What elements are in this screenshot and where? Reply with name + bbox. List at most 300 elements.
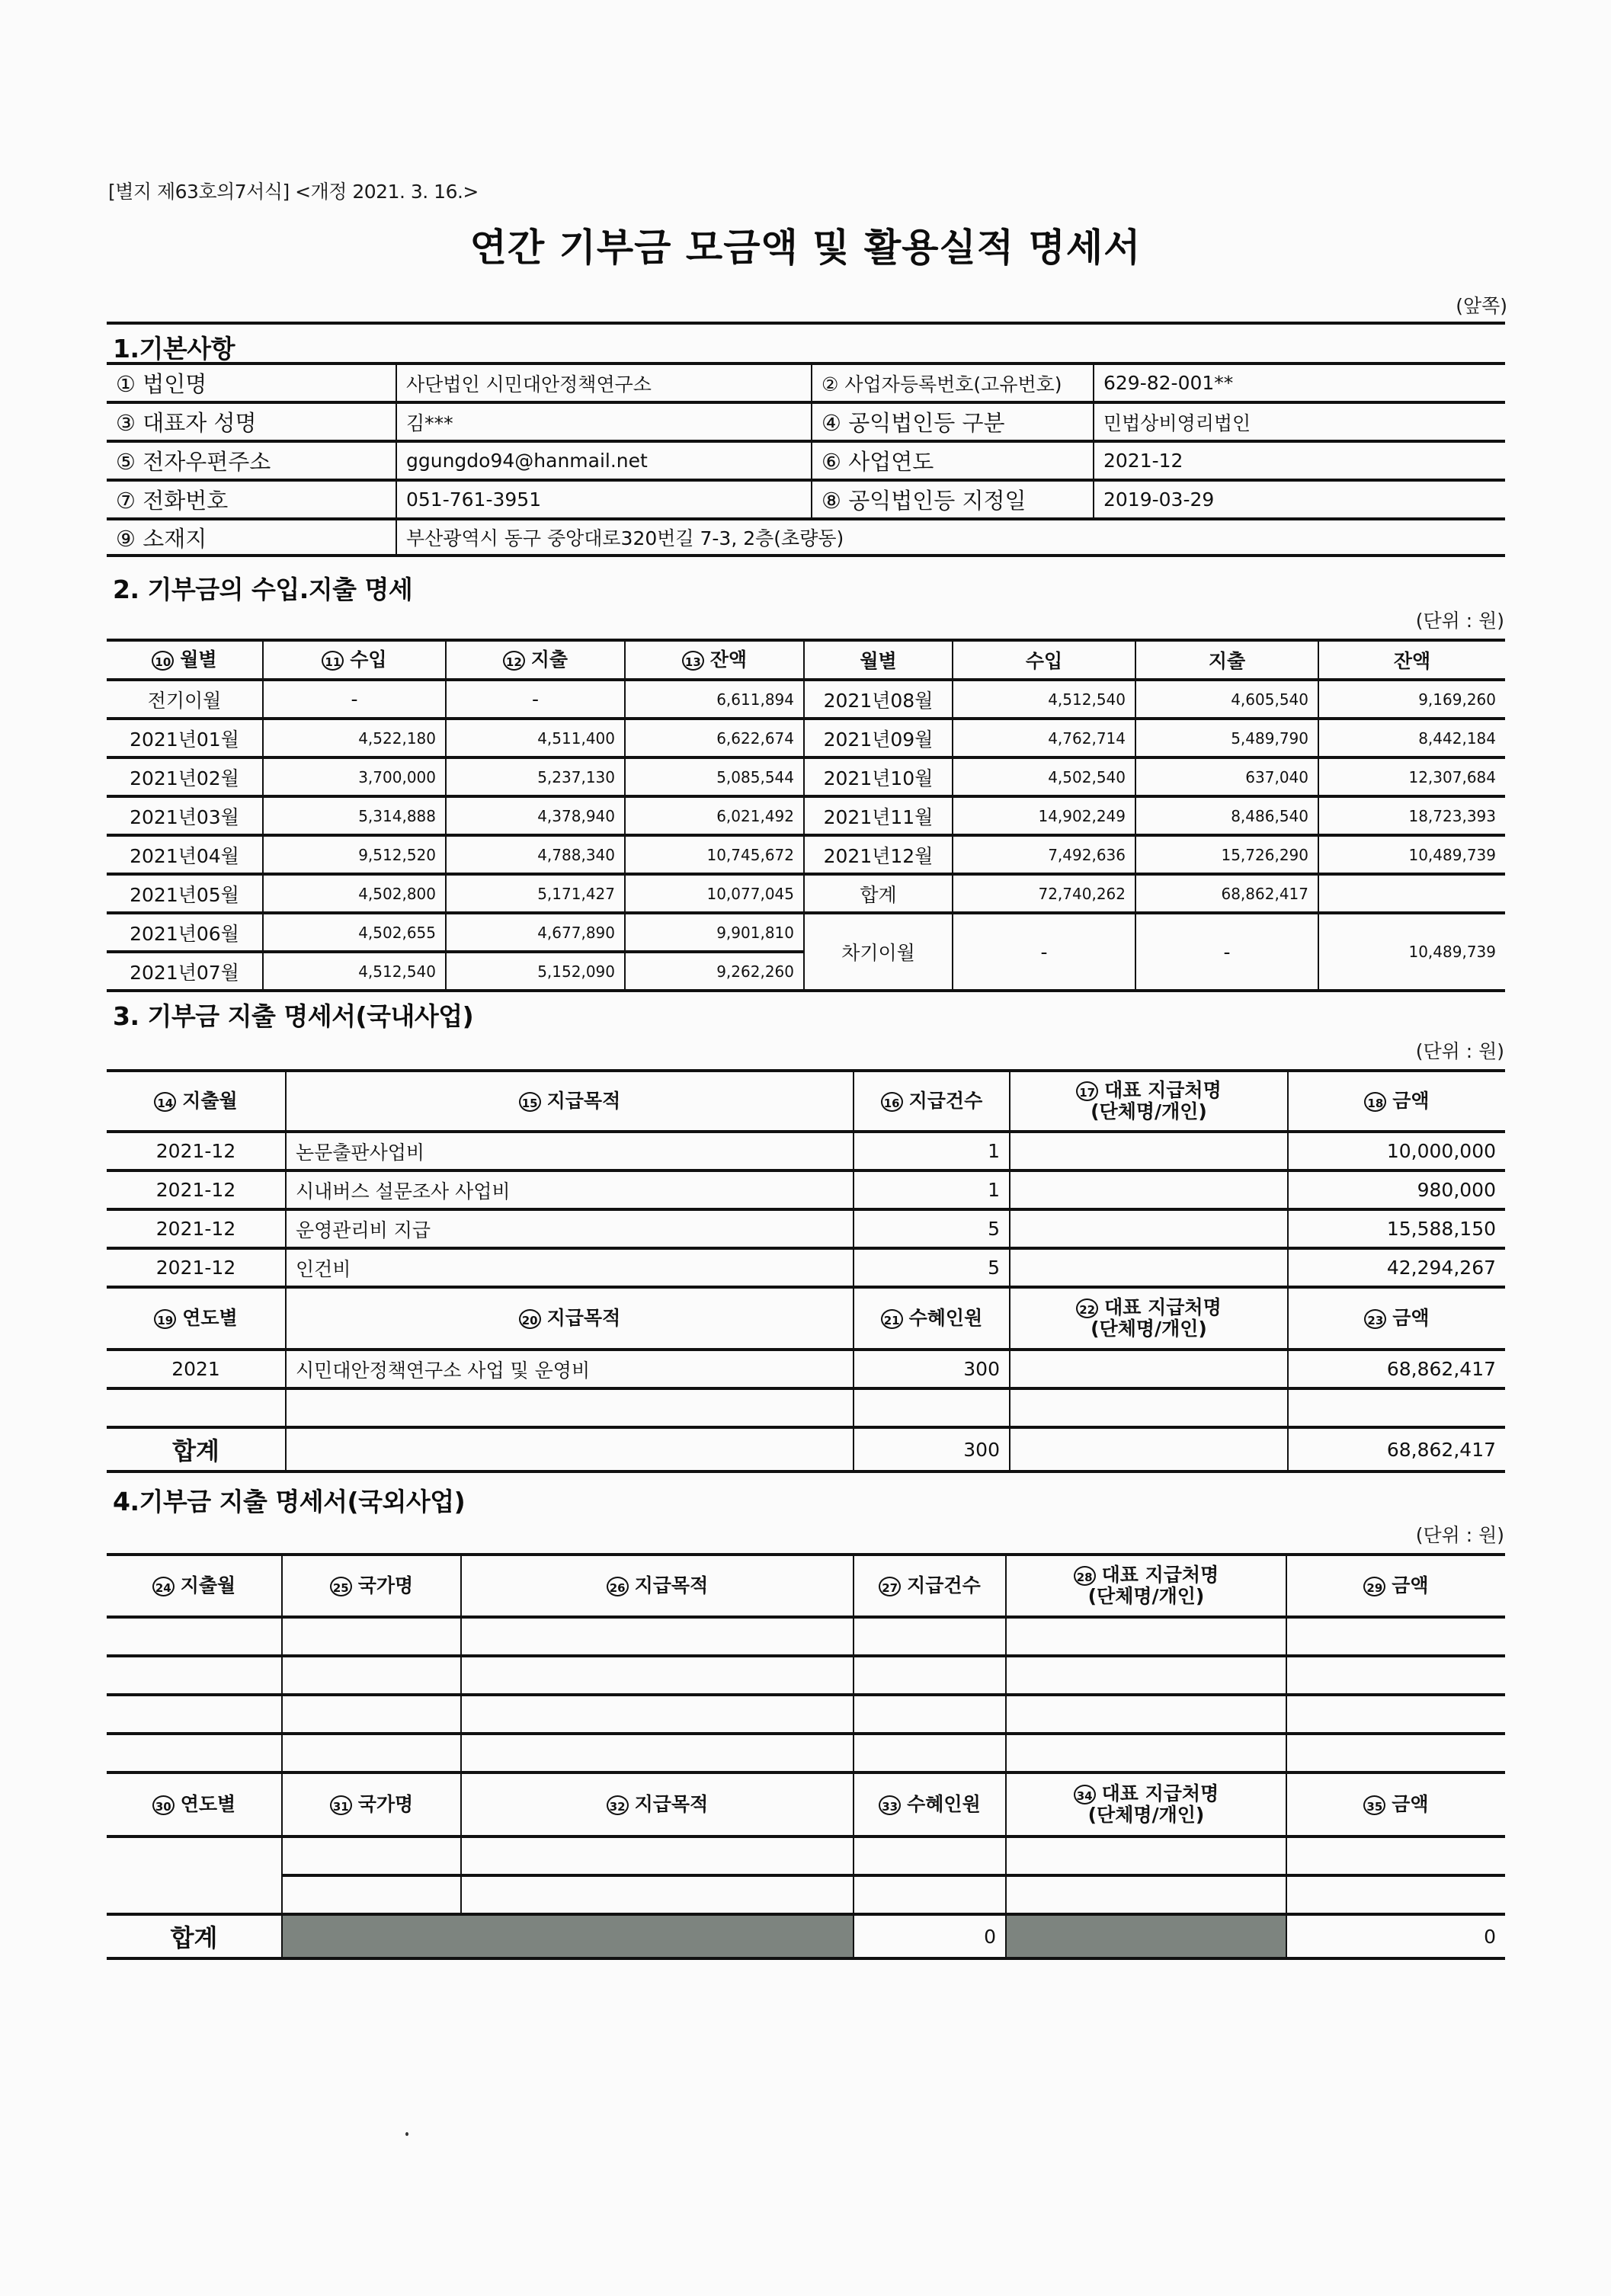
year-cell — [107, 1388, 286, 1427]
field-label-text: 사업연도 — [848, 449, 934, 475]
column-header-label: 지급건수 — [907, 1574, 981, 1596]
address-value: 부산광역시 동구 중앙대로320번길 7-3, 2층(초량동) — [396, 519, 1505, 556]
total-amount: 68,862,417 — [1288, 1427, 1505, 1471]
income-cell: 5,314,888 — [263, 796, 446, 835]
purpose-cell — [461, 1734, 854, 1772]
amount-cell — [1286, 1875, 1505, 1914]
month-cell: 2021년06월 — [107, 913, 263, 952]
expense-cell: 5,152,090 — [446, 952, 625, 991]
month-cell: 2021년03월 — [107, 796, 263, 835]
column-header-label: 지급목적 — [546, 1090, 621, 1112]
column-header — [107, 1555, 282, 1617]
field-label-text: 소재지 — [143, 525, 207, 552]
beneficiaries-cell — [854, 1875, 1006, 1914]
purpose-cell — [286, 1388, 854, 1427]
field-value: 김*** — [396, 402, 812, 441]
balance-cell: 12,307,684 — [1318, 757, 1505, 796]
purpose-cell — [461, 1875, 854, 1914]
column-header: 잔액 — [1318, 640, 1505, 680]
field-label-text: 대표자 성명 — [143, 410, 257, 436]
carry-forward-income: - — [953, 913, 1135, 991]
income-cell: 4,502,800 — [263, 874, 446, 913]
column-header-label: 수혜인원 — [907, 1793, 981, 1815]
amount-cell: 68,862,417 — [1288, 1350, 1505, 1388]
basic-info-row — [107, 363, 1505, 402]
total-amount: 0 — [1286, 1914, 1505, 1958]
column-header — [1010, 1287, 1288, 1350]
count-cell — [854, 1734, 1006, 1772]
total-beneficiaries: 300 — [854, 1427, 1010, 1471]
column-header — [282, 1772, 461, 1836]
income-cell: 9,512,520 — [263, 835, 446, 874]
column-header — [107, 1287, 286, 1350]
expense-amount: 42,294,267 — [1288, 1248, 1505, 1287]
field-label-text: 전자우편주소 — [143, 449, 271, 475]
total-row — [107, 1427, 1505, 1471]
column-header — [854, 1555, 1006, 1617]
section4-title: 4.기부금 지출 명세서(국외사업) — [113, 1487, 466, 1516]
column-header — [854, 1071, 1010, 1132]
item-number-badge: 35 — [1363, 1795, 1385, 1815]
balance-cell: 10,745,672 — [625, 835, 804, 874]
balance-cell: 6,021,492 — [625, 796, 804, 835]
expense-purpose: 시내버스 설문조사 사업비 — [286, 1170, 854, 1209]
month-cell: 전기이월 — [107, 680, 263, 719]
expense-cell: 5,171,427 — [446, 874, 625, 913]
item-number-badge: 19 — [154, 1309, 176, 1329]
month-cell: 2021년10월 — [804, 757, 953, 796]
column-header — [1288, 1287, 1505, 1350]
item-number-badge: 24 — [152, 1577, 175, 1596]
expense-month: 2021-12 — [107, 1248, 286, 1287]
field-value: 051-761-3951 — [396, 480, 812, 519]
column-header — [1286, 1555, 1505, 1617]
column-header: 수입 — [953, 640, 1135, 680]
beneficiaries-cell — [854, 1836, 1006, 1875]
field-label — [107, 519, 396, 556]
yearly-row — [107, 1350, 1505, 1388]
column-header-label: 월별 — [180, 648, 217, 671]
month-cell: 2021년01월 — [107, 719, 263, 757]
field-value: ggungdo94@hanmail.net — [396, 441, 812, 480]
column-header-label: 금액 — [1392, 1090, 1430, 1112]
field-value: 사단법인 시민대안정책연구소 — [396, 363, 812, 402]
yearly-row — [107, 1388, 1505, 1427]
purpose-cell — [461, 1695, 854, 1734]
expense-month: 2021-12 — [107, 1170, 286, 1209]
expense-cell: 4,605,540 — [1135, 680, 1318, 719]
monthly-row — [107, 874, 1505, 913]
header-row — [107, 1071, 1505, 1132]
section4-unit: (단위 : 원) — [1415, 1524, 1504, 1546]
total-beneficiaries: 0 — [854, 1914, 1006, 1958]
column-header — [854, 1772, 1006, 1836]
expense-purpose: 인건비 — [286, 1248, 854, 1287]
expense-count: 5 — [854, 1209, 1010, 1248]
field-label — [812, 441, 1094, 480]
expense-cell: 5,237,130 — [446, 757, 625, 796]
country-cell — [282, 1734, 461, 1772]
amount-cell — [1286, 1836, 1505, 1875]
expense-count: 5 — [854, 1248, 1010, 1287]
amount-cell — [1286, 1656, 1505, 1695]
payee-cell — [1006, 1656, 1286, 1695]
carry-forward-balance: 10,489,739 — [1318, 913, 1505, 991]
item-number-badge: 25 — [330, 1577, 352, 1596]
column-header-label: 연도별 — [180, 1793, 236, 1815]
field-label — [812, 363, 1094, 402]
page-side-label: (앞쪽) — [1456, 295, 1507, 317]
monthly-row — [107, 796, 1505, 835]
count-cell — [854, 1695, 1006, 1734]
total-purpose — [286, 1427, 854, 1471]
column-header — [1006, 1555, 1286, 1617]
expense-cell: 4,677,890 — [446, 913, 625, 952]
income-cell: - — [263, 680, 446, 719]
purpose-cell — [461, 1836, 854, 1875]
expense-count: 1 — [854, 1132, 1010, 1170]
shaded-cell — [282, 1914, 854, 1958]
beneficiaries-cell: 300 — [854, 1350, 1010, 1388]
item-number-badge: 23 — [1364, 1309, 1386, 1329]
item-number: ⑦ — [116, 488, 136, 514]
expense-purpose: 운영관리비 지급 — [286, 1209, 854, 1248]
balance-cell — [1318, 874, 1505, 913]
field-label-text: 사업자등록번호(고유번호) — [844, 373, 1062, 395]
expense-payee — [1010, 1248, 1288, 1287]
item-number-badge: 26 — [607, 1577, 629, 1596]
country-cell — [282, 1617, 461, 1656]
month-cell: 2021년05월 — [107, 874, 263, 913]
country-cell — [282, 1695, 461, 1734]
column-header-label: 금액 — [1392, 1574, 1429, 1596]
income-expense-table — [107, 639, 1505, 992]
payee-cell — [1006, 1875, 1286, 1914]
column-header: 지출 — [1135, 640, 1318, 680]
column-header-label: 지급건수 — [908, 1090, 983, 1112]
column-header — [625, 640, 804, 680]
expense-cell: 5,489,790 — [1135, 719, 1318, 757]
count-cell — [854, 1656, 1006, 1695]
section2-title: 2. 기부금의 수입.지출 명세 — [113, 575, 413, 604]
item-number-badge: 28 — [1074, 1566, 1096, 1586]
item-number-badge: 22 — [1076, 1299, 1098, 1318]
overseas-expense-table — [107, 1553, 1505, 1960]
expense-amount: 10,000,000 — [1288, 1132, 1505, 1170]
item-number-badge: 32 — [607, 1795, 629, 1815]
column-header-sublabel: (단체명/개인) — [1087, 1804, 1205, 1827]
field-label — [812, 402, 1094, 441]
column-header-label: 지출월 — [182, 1090, 238, 1112]
column-header — [1010, 1071, 1288, 1132]
item-number-badge: 18 — [1364, 1092, 1386, 1112]
item-number-badge: 31 — [330, 1795, 352, 1815]
column-header — [854, 1287, 1010, 1350]
item-number-badge: 16 — [881, 1092, 903, 1112]
field-label — [107, 363, 396, 402]
shaded-cell — [1006, 1914, 1286, 1958]
income-cell: 4,502,655 — [263, 913, 446, 952]
item-number-badge: 17 — [1076, 1081, 1098, 1101]
item-number-badge: 14 — [154, 1092, 176, 1112]
item-number-badge: 20 — [519, 1309, 541, 1329]
section3-unit: (단위 : 원) — [1415, 1040, 1504, 1062]
total-label: 합계 — [107, 1427, 286, 1471]
column-header — [1286, 1772, 1505, 1836]
amount-cell — [1288, 1388, 1505, 1427]
item-number-badge: 10 — [152, 651, 174, 671]
total-row — [107, 1914, 1505, 1958]
beneficiaries-cell — [854, 1388, 1010, 1427]
item-number: ④ — [822, 410, 841, 436]
column-header-label: 국가명 — [357, 1574, 414, 1596]
item-number-badge: 29 — [1363, 1577, 1385, 1596]
year-cell: 2021 — [107, 1350, 286, 1388]
income-cell: 4,512,540 — [953, 680, 1135, 719]
section1-title: 1.기본사항 — [113, 334, 235, 363]
field-label-text: 공익법인등 지정일 — [848, 488, 1026, 514]
item-number: ② — [822, 373, 839, 395]
item-number-badge: 21 — [881, 1309, 903, 1329]
basic-info-row — [107, 441, 1505, 480]
item-number-badge: 15 — [519, 1092, 541, 1112]
purpose-cell — [461, 1617, 854, 1656]
column-header-label: 지출 — [530, 648, 568, 671]
field-label — [107, 402, 396, 441]
item-number-badge: 33 — [879, 1795, 901, 1815]
balance-cell: 6,622,674 — [625, 719, 804, 757]
expense-month: 2021-12 — [107, 1209, 286, 1248]
domestic-expense-table — [107, 1069, 1505, 1473]
income-cell: 4,502,540 — [953, 757, 1135, 796]
item-number-badge: 11 — [322, 651, 344, 671]
total-label: 합계 — [107, 1914, 282, 1958]
field-label-text: 전화번호 — [143, 488, 229, 514]
expense-month-cell — [107, 1695, 282, 1734]
carry-forward-label: 차기이월 — [804, 913, 953, 991]
expense-payee — [1010, 1170, 1288, 1209]
field-label-text: 법인명 — [143, 371, 207, 397]
expense-purpose: 논문출판사업비 — [286, 1132, 854, 1170]
column-header — [282, 1555, 461, 1617]
item-number-badge: 27 — [879, 1577, 901, 1596]
expense-month-cell — [107, 1734, 282, 1772]
basic-info-table — [107, 362, 1505, 557]
column-header-sublabel: (단체명/개인) — [1087, 1585, 1205, 1608]
balance-cell: 5,085,544 — [625, 757, 804, 796]
expense-amount: 15,588,150 — [1288, 1209, 1505, 1248]
header-row — [107, 640, 1505, 680]
column-header — [286, 1071, 854, 1132]
column-header: 월별 — [804, 640, 953, 680]
column-header — [461, 1772, 854, 1836]
expense-cell: 637,040 — [1135, 757, 1318, 796]
expense-row — [107, 1170, 1505, 1209]
payee-cell — [1006, 1617, 1286, 1656]
column-header — [1006, 1772, 1286, 1836]
income-cell: 7,492,636 — [953, 835, 1135, 874]
expense-cell: 4,788,340 — [446, 835, 625, 874]
purpose-cell: 시민대안정책연구소 사업 및 운영비 — [286, 1350, 854, 1388]
basic-info-row — [107, 480, 1505, 519]
month-cell: 2021년08월 — [804, 680, 953, 719]
expense-cell: - — [446, 680, 625, 719]
payee-cell — [1010, 1350, 1288, 1388]
column-header-label: 수혜인원 — [908, 1307, 983, 1329]
empty-expense-row — [107, 1656, 1505, 1695]
field-value: 2021-12 — [1094, 441, 1505, 480]
balance-cell: 10,077,045 — [625, 874, 804, 913]
payee-cell — [1006, 1695, 1286, 1734]
empty-yearly-row — [107, 1875, 1505, 1914]
country-cell — [282, 1656, 461, 1695]
month-cell: 2021년09월 — [804, 719, 953, 757]
year-cell — [107, 1836, 282, 1914]
column-header-label: 지급목적 — [546, 1307, 621, 1329]
expense-row — [107, 1209, 1505, 1248]
expense-row — [107, 1132, 1505, 1170]
field-value: 2019-03-29 — [1094, 480, 1505, 519]
total-payee — [1010, 1427, 1288, 1471]
country-cell — [282, 1875, 461, 1914]
count-cell — [854, 1617, 1006, 1656]
section3-title: 3. 기부금 지출 명세서(국내사업) — [113, 1001, 474, 1031]
item-number: ③ — [116, 410, 136, 436]
header-row — [107, 1772, 1505, 1836]
expense-payee — [1010, 1132, 1288, 1170]
column-header-label: 지급목적 — [634, 1793, 709, 1815]
item-number-badge: 30 — [152, 1795, 175, 1815]
expense-cell: 68,862,417 — [1135, 874, 1318, 913]
header-row — [107, 1555, 1505, 1617]
form-reference: [별지 제63호의7서식] <개정 2021. 3. 16.> — [108, 181, 479, 203]
balance-cell: 9,901,810 — [625, 913, 804, 952]
column-header-label: 국가명 — [357, 1793, 414, 1815]
item-number: ① — [116, 371, 136, 397]
column-header — [107, 640, 263, 680]
scan-speck — [405, 2132, 408, 2136]
column-header — [461, 1555, 854, 1617]
item-number-badge: 13 — [682, 651, 704, 671]
income-cell: 4,762,714 — [953, 719, 1135, 757]
expense-payee — [1010, 1209, 1288, 1248]
expense-month-cell — [107, 1656, 282, 1695]
payee-cell — [1006, 1734, 1286, 1772]
column-header-label: 잔액 — [709, 648, 748, 671]
balance-cell: 9,169,260 — [1318, 680, 1505, 719]
balance-cell: 18,723,393 — [1318, 796, 1505, 835]
monthly-row — [107, 719, 1505, 757]
balance-cell: 10,489,739 — [1318, 835, 1505, 874]
total-label: 합계 — [804, 874, 953, 913]
empty-yearly-row — [107, 1836, 1505, 1875]
income-cell: 14,902,249 — [953, 796, 1135, 835]
expense-amount: 980,000 — [1288, 1170, 1505, 1209]
document-title: 연간 기부금 모금액 및 활용실적 명세서 — [469, 226, 1142, 270]
column-header-label: 지출월 — [180, 1574, 236, 1596]
expense-cell: 4,511,400 — [446, 719, 625, 757]
payee-cell — [1006, 1836, 1286, 1875]
column-header-label: 대표 지급처명 — [1101, 1564, 1219, 1587]
income-cell: 4,512,540 — [263, 952, 446, 991]
section2-unit: (단위 : 원) — [1415, 610, 1504, 632]
expense-count: 1 — [854, 1170, 1010, 1209]
expense-row — [107, 1248, 1505, 1287]
column-header-label: 금액 — [1392, 1307, 1430, 1329]
column-header-label: 대표 지급처명 — [1104, 1296, 1222, 1319]
balance-cell: 8,442,184 — [1318, 719, 1505, 757]
purpose-cell — [461, 1656, 854, 1695]
payee-cell — [1010, 1388, 1288, 1427]
column-header-label: 지급목적 — [634, 1574, 709, 1596]
item-number: ⑥ — [822, 449, 841, 475]
column-header-label: 대표 지급처명 — [1101, 1782, 1219, 1805]
empty-expense-row — [107, 1695, 1505, 1734]
item-number: ⑤ — [116, 449, 136, 475]
field-label — [107, 441, 396, 480]
column-header — [107, 1071, 286, 1132]
income-cell: 3,700,000 — [263, 757, 446, 796]
column-header-label: 수입 — [350, 648, 387, 671]
column-header — [263, 640, 446, 680]
field-value: 629-82-001** — [1094, 363, 1505, 402]
month-cell: 2021년04월 — [107, 835, 263, 874]
column-header — [286, 1287, 854, 1350]
address-row — [107, 519, 1505, 556]
item-number: ⑧ — [822, 488, 841, 514]
item-number-badge: 12 — [503, 651, 525, 671]
country-cell — [282, 1836, 461, 1875]
field-label — [812, 480, 1094, 519]
month-cell: 2021년12월 — [804, 835, 953, 874]
column-header-sublabel: (단체명/개인) — [1091, 1100, 1207, 1123]
field-value: 민법상비영리법인 — [1094, 402, 1505, 441]
basic-info-row — [107, 402, 1505, 441]
month-cell: 2021년02월 — [107, 757, 263, 796]
month-cell: 2021년07월 — [107, 952, 263, 991]
column-header-label: 대표 지급처명 — [1104, 1079, 1222, 1102]
field-label — [107, 480, 396, 519]
amount-cell — [1286, 1734, 1505, 1772]
title-divider — [107, 322, 1505, 325]
monthly-row — [107, 680, 1505, 719]
income-cell: 72,740,262 — [953, 874, 1135, 913]
column-header-label: 연도별 — [182, 1307, 238, 1329]
column-header-label: 금액 — [1392, 1793, 1429, 1815]
balance-cell: 6,611,894 — [625, 680, 804, 719]
field-label-text: 공익법인등 구분 — [848, 410, 1005, 436]
empty-expense-row — [107, 1617, 1505, 1656]
monthly-row — [107, 913, 1505, 952]
column-header-sublabel: (단체명/개인) — [1091, 1318, 1207, 1340]
income-cell: 4,522,180 — [263, 719, 446, 757]
item-number: ⑨ — [116, 525, 136, 552]
amount-cell — [1286, 1617, 1505, 1656]
empty-expense-row — [107, 1734, 1505, 1772]
header-row — [107, 1287, 1505, 1350]
monthly-row — [107, 835, 1505, 874]
column-header — [446, 640, 625, 680]
amount-cell — [1286, 1695, 1505, 1734]
expense-month-cell — [107, 1617, 282, 1656]
item-number-badge: 34 — [1074, 1785, 1096, 1804]
balance-cell: 9,262,260 — [625, 952, 804, 991]
expense-cell: 8,486,540 — [1135, 796, 1318, 835]
carry-forward-expense: - — [1135, 913, 1318, 991]
column-header — [1288, 1071, 1505, 1132]
column-header — [107, 1772, 282, 1836]
month-cell: 2021년11월 — [804, 796, 953, 835]
